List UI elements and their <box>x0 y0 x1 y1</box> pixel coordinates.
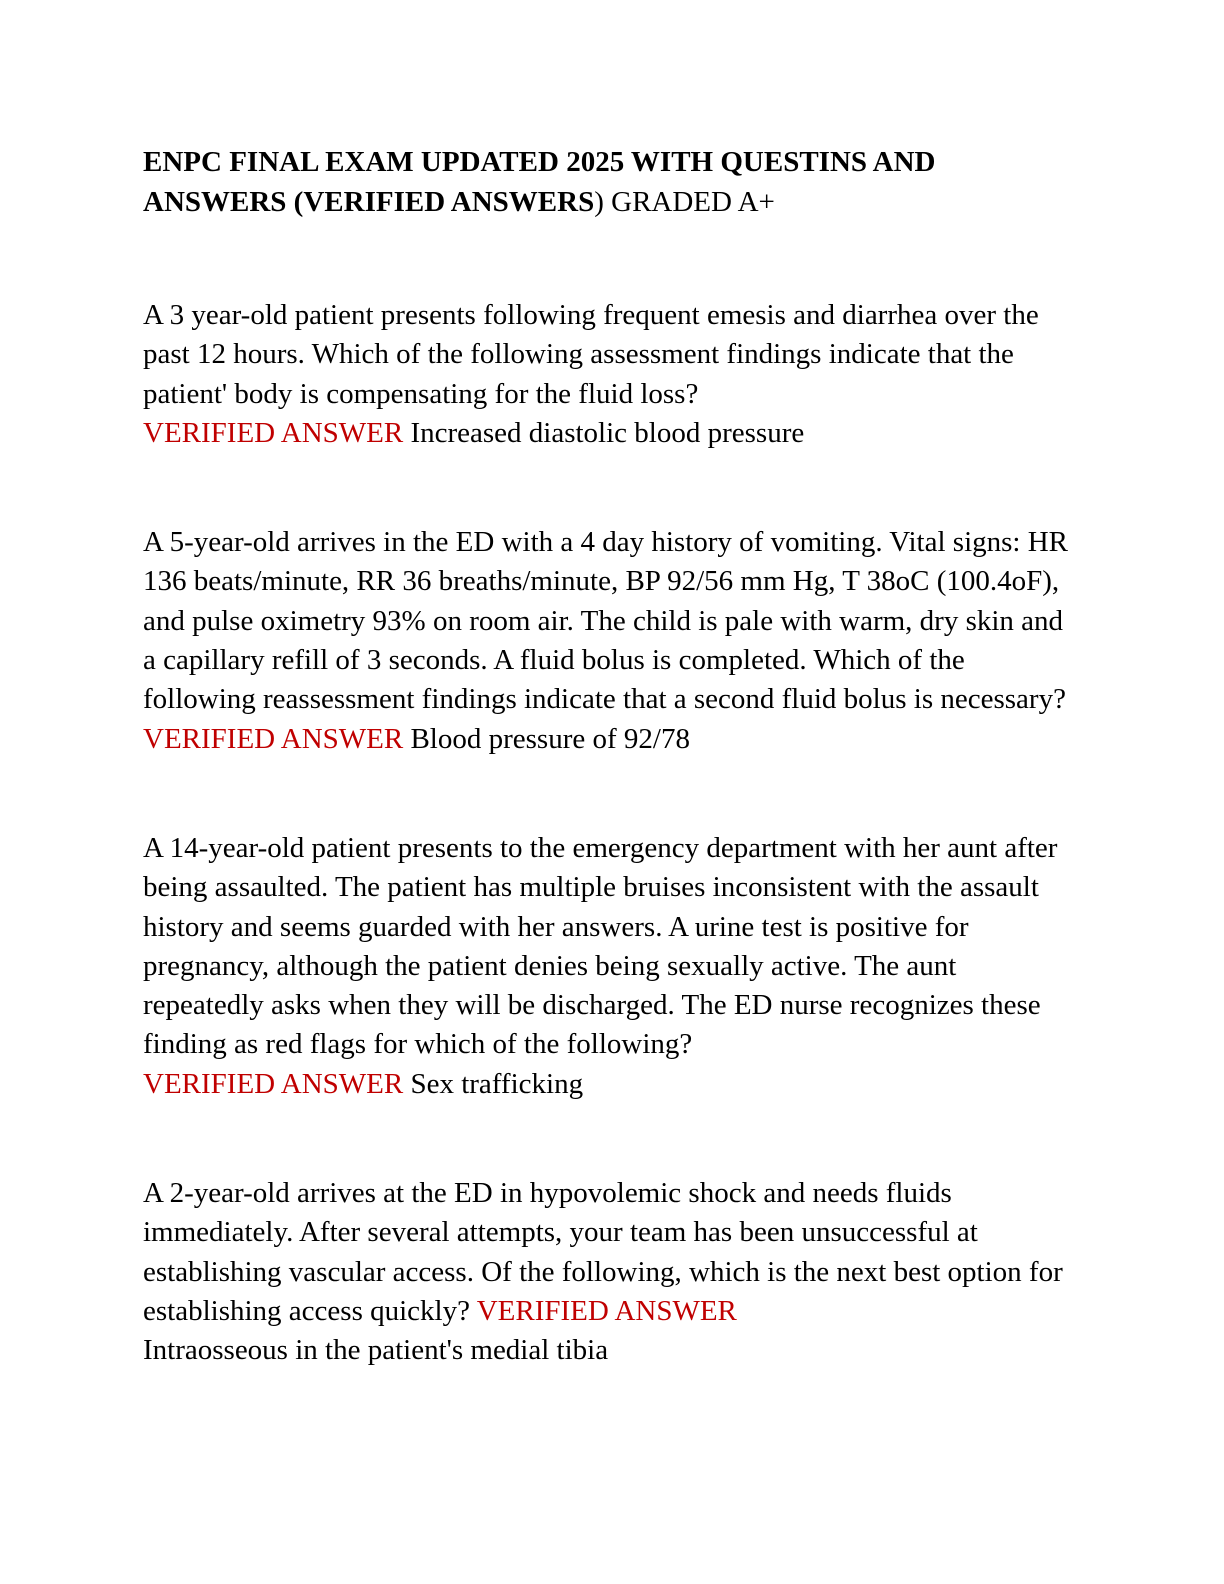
document-page <box>143 142 1078 1371</box>
question-text: A 3 year-old patient presents following frequent emesis and diarrhea over the past 12 hours. Which of the following assessment findings indicate that the patient' body is compensating for the fluid loss? <box>143 299 1039 410</box>
answer-text: Intraosseous in the patient's medial tibia <box>143 1334 609 1367</box>
verified-answer-label: VERIFIED ANSWER <box>143 722 404 755</box>
title-regular-part: ) GRADED A+ <box>594 186 775 218</box>
verified-answer-label: VERIFIED ANSWER <box>143 416 404 449</box>
question-block <box>143 1174 1078 1370</box>
question-block <box>143 296 1078 453</box>
answer-text: Sex trafficking <box>410 1067 584 1100</box>
verified-answer-label: VERIFIED ANSWER <box>476 1294 737 1327</box>
question-text: A 14-year-old patient presents to the emergency department with her aunt after being assaulted. The patient has multiple bruises inconsistent with the assault history and seems guarded with her answers. A urine test is positive for pregnancy, although the patient denies being sexually active. The aunt repeatedly asks when they will be discharged. The ED nurse recognizes these finding as red flags for which of the following? <box>143 831 1058 1061</box>
question-text: A 5-year-old arrives in the ED with a 4 day history of vomiting. Vital signs: HR 136 beats/minute, RR 36 breaths/minute, BP 92/56 mm Hg, T 38oC (100.4oF), and pulse oximetry 93% on room air. The child is pale with warm, dry skin and a capillary refill of 3 seconds. A fluid bolus is completed. Which of the following reassessment findings indicate that a second fluid bolus is necessary? <box>143 526 1069 716</box>
answer-text: Increased diastolic blood pressure <box>410 416 805 449</box>
title-bold-part: ENPC FINAL EXAM UPDATED 2025 WITH QUESTINS AND ANSWERS (VERIFIED ANSWERS <box>143 146 936 218</box>
question-block <box>143 523 1078 759</box>
verified-answer-label: VERIFIED ANSWER <box>143 1067 404 1100</box>
answer-text: Blood pressure of 92/78 <box>410 722 690 755</box>
document-title <box>143 142 1078 222</box>
question-text: A 2-year-old arrives at the ED in hypovolemic shock and needs fluids immediately. After several attempts, your team has been unsuccessful at establishing vascular access. Of the following, which is the next best option for establishing access quickly? <box>143 1177 1063 1327</box>
question-block <box>143 829 1078 1104</box>
